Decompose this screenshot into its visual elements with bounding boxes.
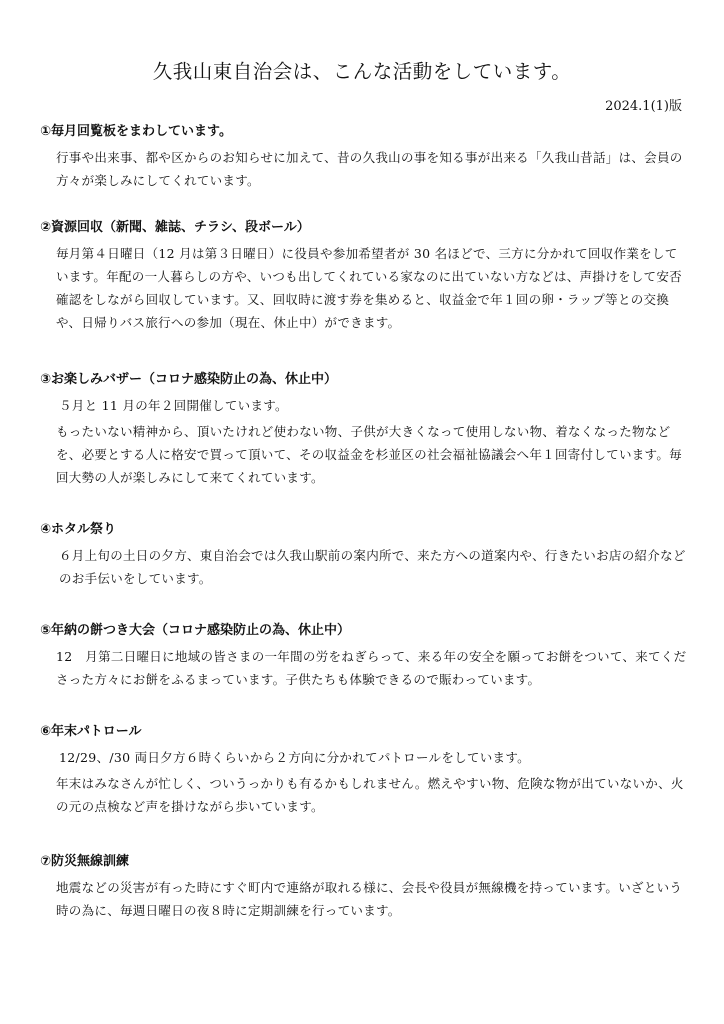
section-paragraph: 年末はみなさんが忙しく、ついうっかりも有るかもしれません。燃えやすい物、危険な物が出ていないか、火の元の点検など声を掛けながら歩いています。 (56, 776, 684, 814)
section-paragraph: ５月と 11 月の年２回開催しています。 (59, 398, 288, 413)
section-disaster-radio-drill (40, 853, 690, 922)
section-resource-collection (40, 219, 690, 334)
section-heading: ⑦防災無線訓練 (40, 854, 130, 869)
section-firefly-festival (40, 521, 690, 590)
section-heading: ⑥年末パトロール (40, 724, 142, 739)
section-paragraph: 12/29、/30 両日夕方６時くらいから２方向に分かれてパトロールをしています。 (59, 750, 530, 765)
section-heading: ⑤年納の餅つき大会（コロナ感染防止の為、休止中） (40, 623, 351, 638)
page-title: 久我山東自治会は、こんな活動をしています。 (152, 60, 572, 83)
section-mochi-pounding (40, 622, 690, 691)
section-heading: ①毎月回覧板をまわしています。 (40, 124, 232, 139)
section-paragraph: 地震などの災害が有った時にすぐ町内で連絡が取れる様に、会長や役員が無線機を持っています。いざという時の為に、毎週日曜日の夜８時に定期訓練を行っています。 (56, 880, 683, 918)
section-heading: ④ホタル祭り (40, 522, 117, 537)
section-paragraph: もったいない精神から、頂いたけれど使わない物、子供が大きくなって使用しない物、着なくなった物などを、必要とする人に格安で買って頂いて、その収益金を杉並区の社会福祉協議会へ年１回寄付しています。毎回大勢の人が楽しみにして来てくれています。 (56, 424, 682, 485)
section-heading: ②資源回収（新聞、雑誌、チラシ、段ボール） (40, 220, 310, 235)
section-paragraph: 12 月第二日曜日に地域の皆さまの一年間の労をねぎらって、来る年の安全を願ってお餅をついて、来てくださった方々にお餅をふるまっています。子供たちも体験できるので賑わっています。 (56, 649, 687, 687)
section-heading: ③お楽しみバザー（コロナ感染防止の為、休止中） (40, 372, 338, 387)
section-paragraph: ６月上旬の土日の夕方、東自治会では久我山駅前の案内所で、来た方への道案内や、行きたいお店の紹介などのお手伝いをしています。 (59, 548, 686, 586)
section-circular-board (40, 123, 690, 192)
section-year-end-patrol (40, 723, 690, 818)
section-paragraph: 行事や出来事、都や区からのお知らせに加えて、昔の久我山の事を知る事が出来る「久我山昔話」は、会員の方々が楽しみにしてくれています。 (56, 150, 683, 188)
section-bazaar (40, 371, 690, 489)
section-paragraph: 毎月第４日曜日（12 月は第３日曜日）に役員や参加希望者が 30 名ほどで、三方に分かれて回収作業をしています。年配の一人暮らしの方や、いつも出してくれている家なのに出ていない方などは、声掛けをして安否確認をしながら回収しています。又、回収時に渡す券を集めると、収益金で年１回の卵・ラップ等との交換や、日帰りバス旅行への参加（現在、休止中）ができます。 (56, 246, 682, 330)
version-label: 2024.1(1)版 (605, 99, 682, 114)
